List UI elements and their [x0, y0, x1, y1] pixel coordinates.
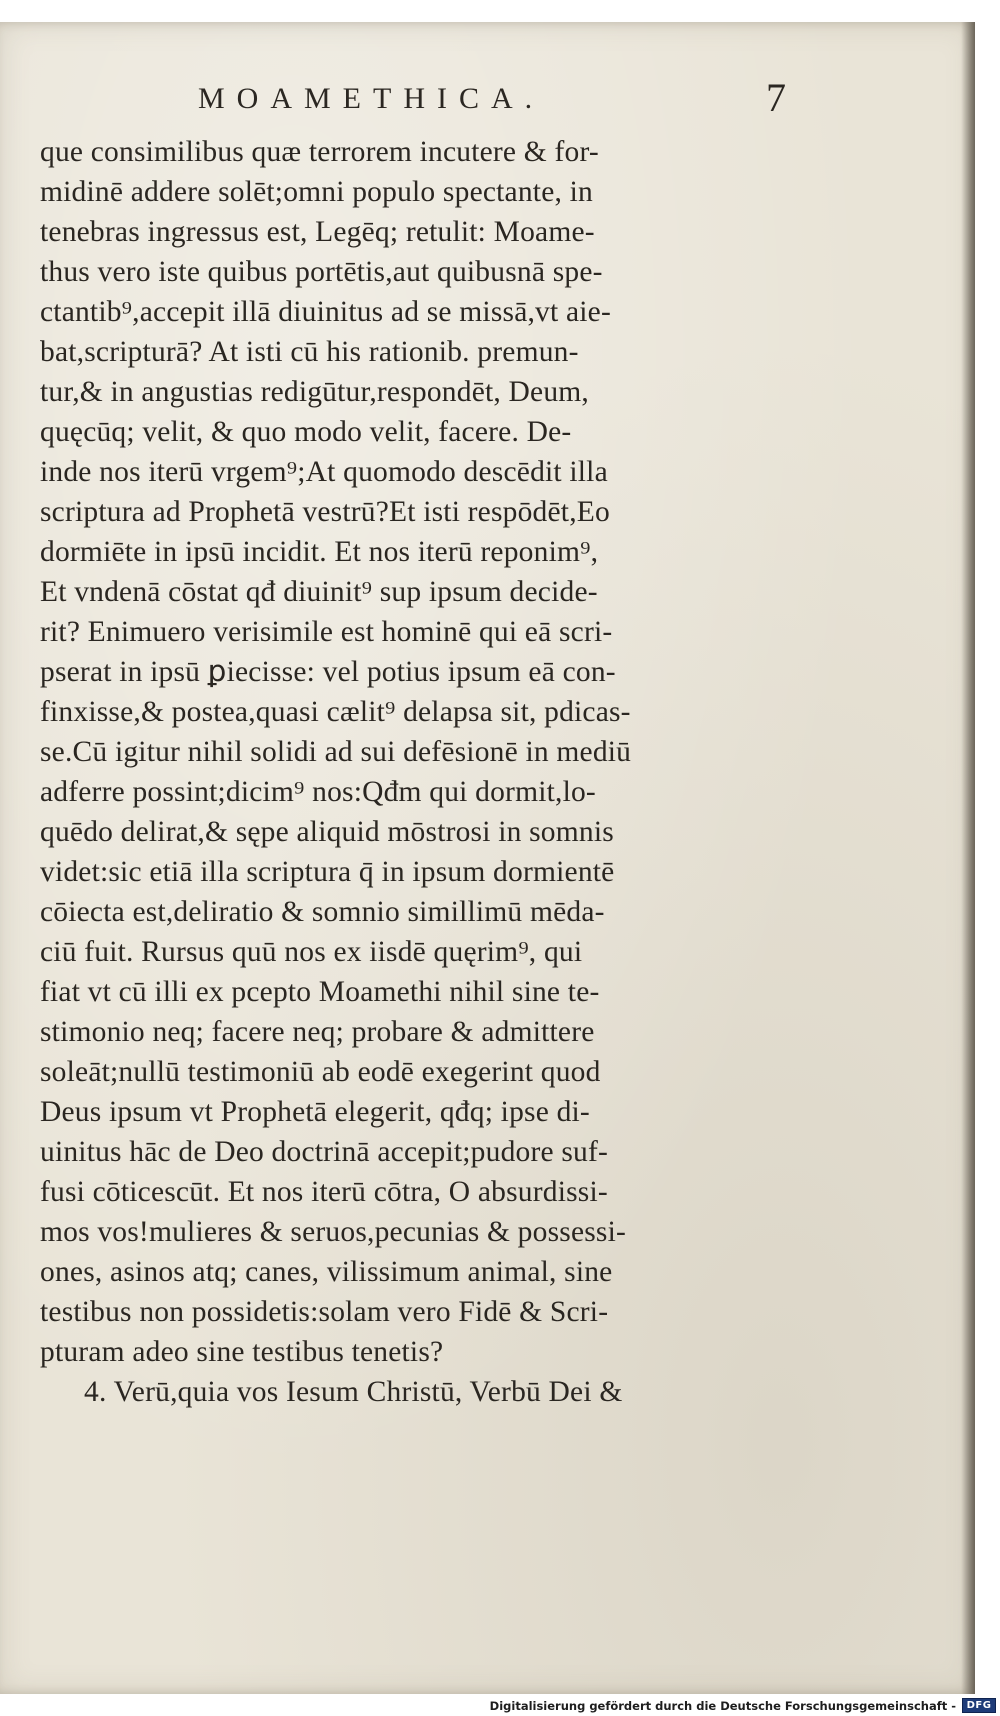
- text-line: tur,& in angustias redigūtur,respondēt, Deum,: [40, 376, 590, 408]
- page-edge-shadow: [961, 22, 975, 1694]
- text-line: adferre possint;dicim⁹ nos:Qđm qui dormit,lo-: [40, 776, 596, 808]
- text-line: se.Cū igitur nihil solidi ad sui defēsionē in mediū: [40, 736, 632, 768]
- text-line: quēdo delirat,& sępe aliquid mōstrosi in somnis: [40, 816, 614, 848]
- text-line: inde nos iterū vrgem⁹;At quomodo descēdit illa: [40, 456, 608, 488]
- body-text: [40, 132, 830, 1412]
- text-line: pserat in ipsū ꝑiecisse: vel potius ipsum eā con-: [40, 656, 616, 688]
- text-line: midinē addere solēt;omni populo spectante, in: [40, 176, 593, 208]
- text-line: dormiēte in ipsū incidit. Et nos iterū reponim⁹,: [40, 536, 599, 568]
- text-line: testibus non possidetis:solam vero Fidē & Scri-: [40, 1296, 609, 1328]
- text-line: cōiecta est,deliratio & somnio simillimū mēda-: [40, 896, 605, 928]
- text-line: Et vndenā cōstat qđ diuinit⁹ sup ipsum decide-: [40, 576, 598, 608]
- running-title: MOAMETHICA.: [198, 82, 545, 115]
- text-line: ctantib⁹,accepit illā diuinitus ad se missā,vt aie-: [40, 296, 611, 328]
- dfg-logo-icon: DFG: [962, 1698, 996, 1713]
- text-line: fiat vt cū illi ex pcepto Moamethi nihil sine te-: [40, 976, 600, 1008]
- text-line: finxisse,& postea,quasi cælit⁹ delapsa sit, pdicas-: [40, 696, 631, 728]
- text-line: stimonio neq; facere neq; probare & admittere: [40, 1016, 595, 1048]
- funding-credit: Digitalisierung gefördert durch die Deutsche Forschungsgemeinschaft -: [489, 1699, 956, 1713]
- page-number: 7: [766, 75, 786, 120]
- text-line: quęcūq; velit, & quo modo velit, facere. De-: [40, 416, 572, 448]
- text-line: fusi cōticescūt. Et nos iterū cōtra, O absurdissi-: [40, 1176, 608, 1208]
- text-line: scriptura ad Prophetā vestrū?Et isti respōdēt,Eo: [40, 496, 610, 528]
- text-line: uinitus hāc de Deo doctrinā accepit;pudore suf-: [40, 1136, 609, 1168]
- text-line-section-4: 4. Verū,quia vos Iesum Christū, Verbū Dei &: [84, 1376, 623, 1408]
- text-line: ones, asinos atq; canes, vilissimum animal, sine: [40, 1256, 613, 1288]
- text-line: pturam adeo sine testibus tenetis?: [40, 1336, 444, 1368]
- running-head: [0, 70, 975, 130]
- text-line: videt:sic etiā illa scriptura q̄ in ipsum dormientē: [40, 856, 615, 888]
- text-line: soleāt;nullū testimoniū ab eodē exegerint quod: [40, 1056, 601, 1088]
- text-line: tenebras ingressus est, Legēq; retulit: Moame-: [40, 216, 595, 248]
- digitization-footer: [0, 1694, 1000, 1716]
- text-line: bat,scripturā? At isti cū his rationib. premun-: [40, 336, 579, 368]
- book-page: [0, 22, 975, 1694]
- text-line: que consimilibus quæ terrorem incutere & for-: [40, 136, 599, 168]
- text-line: mos vos!mulieres & seruos,pecunias & possessi-: [40, 1216, 627, 1248]
- text-line: Deus ipsum vt Prophetā elegerit, qđq; ipse di-: [40, 1096, 590, 1128]
- text-line: rit? Enimuero verisimile est hominē qui eā scri-: [40, 616, 613, 648]
- text-line: ciū fuit. Rursus quū nos ex iisdē quęrim⁹, qui: [40, 936, 583, 968]
- text-line: thus vero iste quibus portētis,aut quibusnā spe-: [40, 256, 603, 288]
